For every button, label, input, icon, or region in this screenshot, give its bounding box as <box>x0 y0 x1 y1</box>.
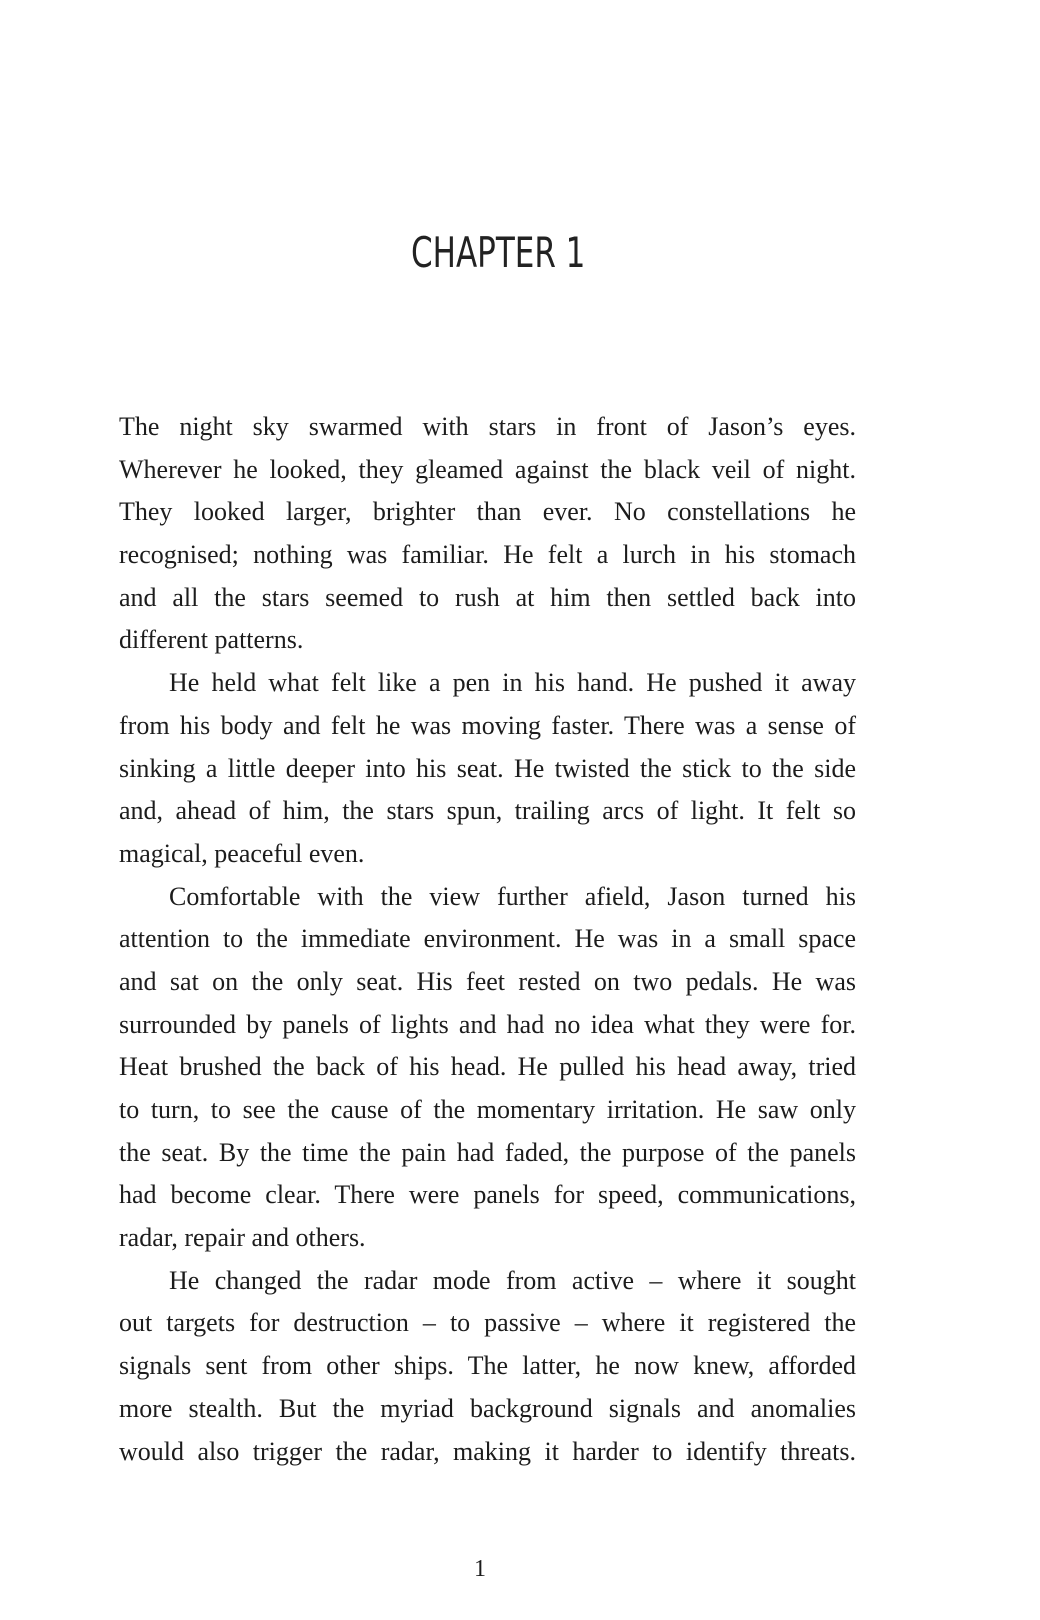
text-line: Wherever he looked, they gleamed against the black veil of night. <box>119 454 856 484</box>
text-line: and, ahead of him, the stars spun, trailing arcs of light. It felt so <box>119 796 856 826</box>
paragraph <box>119 876 856 1260</box>
text-line: attention to the immediate environment. He was in a small space <box>119 924 856 954</box>
text-line: different patterns. <box>119 625 304 655</box>
text-line: sinking a little deeper into his seat. He twisted the stick to the side <box>119 753 856 783</box>
page-number: 1 <box>474 1556 486 1582</box>
text-line: He held what felt like a pen in his hand. He pushed it away <box>169 668 856 698</box>
text-line: recognised; nothing was familiar. He felt a lurch in his stomach <box>119 540 856 570</box>
chapter-title: CHAPTER 1 <box>410 228 586 277</box>
paragraph <box>119 662 856 875</box>
text-line: had become clear. There were panels for speed, communications, <box>119 1180 856 1210</box>
text-line: signals sent from other ships. The latter, he now knew, afforded <box>119 1351 856 1381</box>
paragraph <box>119 406 856 662</box>
text-line: to turn, to see the cause of the momentary irritation. He saw only <box>119 1095 856 1124</box>
text-line: Comfortable with the view further afield, Jason turned his <box>169 881 856 911</box>
text-line: They looked larger, brighter than ever. No constellations he <box>119 497 856 527</box>
text-line: He changed the radar mode from active – where it sought <box>169 1265 856 1295</box>
text-line: out targets for destruction – to passive – where it registered the <box>119 1308 856 1338</box>
text-line: Heat brushed the back of his head. He pulled his head away, tried <box>119 1052 856 1082</box>
text-line: magical, peaceful even. <box>119 838 365 868</box>
text-line: surrounded by panels of lights and had no idea what they were for. <box>119 1009 856 1039</box>
text-line: The night sky swarmed with stars in front of Jason’s eyes. <box>119 412 856 441</box>
text-line: would also trigger the radar, making it harder to identify threats. <box>119 1436 856 1466</box>
text-line: radar, repair and others. <box>119 1223 366 1253</box>
paragraph <box>119 1260 856 1473</box>
chapter-body <box>119 406 856 1473</box>
text-line: from his body and felt he was moving faster. There was a sense of <box>119 710 856 740</box>
text-line: more stealth. But the myriad background signals and anomalies <box>119 1393 856 1423</box>
text-line: and all the stars seemed to rush at him then settled back into <box>119 582 856 612</box>
text-line: the seat. By the time the pain had faded, the purpose of the panels <box>119 1137 856 1167</box>
text-line: and sat on the only seat. His feet rested on two pedals. He was <box>119 966 856 996</box>
